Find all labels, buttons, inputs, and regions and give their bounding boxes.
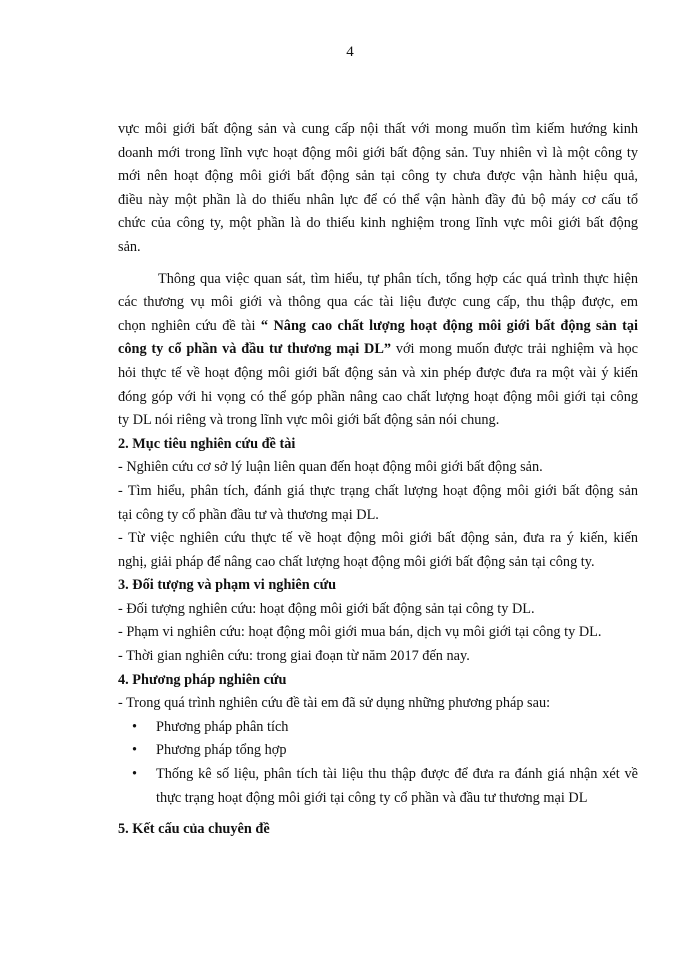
text-line: thực trạng hoạt động môi giới tại công ty cổ phần và đầu tư thương mại DL — [156, 789, 588, 806]
section-heading: 4. Phương pháp nghiên cứu — [118, 671, 287, 688]
text-line: - Phạm vi nghiên cứu: hoạt động môi giới mua bán, dịch vụ môi giới tại công ty DL. — [118, 624, 602, 641]
list-item-text: Phương pháp tổng hợp — [156, 742, 287, 759]
text-span: với mong muốn được trải nghiệm và học — [395, 341, 638, 358]
text-line: vực môi giới bất động sản và cung cấp nội thất với mong muốn tìm kiếm hướng kinh — [118, 121, 638, 137]
text-line — [118, 315, 638, 339]
text-line: - Thời gian nghiên cứu: trong giai đoạn từ năm 2017 đến nay. — [118, 648, 470, 665]
document-body — [118, 118, 638, 842]
section-heading: 5. Kết cấu của chuyên đề — [118, 821, 270, 838]
page-number: 4 — [346, 44, 354, 60]
text-line: - Trong quá trình nghiên cứu đề tài em đã sử dụng những phương pháp sau: — [118, 695, 551, 712]
text-line: ty DL nói riêng và trong lĩnh vực môi giới bất động sản nói chung. — [118, 412, 500, 429]
text-line: mới nên hoạt động môi giới bất động sản tại công ty chưa được vận hành hiệu quả, — [118, 168, 638, 185]
text-span: chọn nghiên cứu đề tài — [118, 317, 256, 334]
text-line: các thương vụ môi giới và thông qua các tài liệu được cung cấp, thu thập được, em — [118, 294, 638, 311]
list-item-text: Phương pháp phân tích — [156, 718, 289, 735]
text-line — [118, 338, 638, 362]
bullet-icon: • — [132, 718, 138, 735]
section-heading: 3. Đối tượng và phạm vi nghiên cứu — [118, 577, 337, 594]
text-line: nghị, giải pháp để nâng cao chất lượng hoạt động môi giới bất động sản tại công ty. — [118, 553, 595, 570]
text-line: sản. — [118, 238, 141, 255]
thesis-title-part-1: “ Nâng cao chất lượng hoạt động môi giới bất động sản tại — [260, 317, 639, 334]
text-line: - Từ việc nghiên cứu thực tế về hoạt động môi giới bất động sản, đưa ra ý kiến, kiến — [118, 530, 638, 547]
list-item — [118, 763, 638, 787]
text-line: doanh mới trong lĩnh vực hoạt động môi giới bất động sản. Tuy nhiên vì là một công ty — [118, 144, 638, 161]
list-item — [118, 739, 638, 763]
paragraph-2 — [118, 268, 638, 433]
thesis-title-part-2: công ty cổ phần và đầu tư thương mại DL” — [118, 341, 392, 358]
text-line: hỏi thực tế về hoạt động môi giới bất động sản và xin phép được đưa ra một vài ý kiến — [118, 364, 638, 381]
text-line: - Đối tượng nghiên cứu: hoạt động môi giới bất động sản tại công ty DL. — [118, 600, 535, 617]
text-line: điều này một phần là do thiếu nhân lực để có thể vận hành đầy đủ bộ máy cơ cấu tổ — [118, 191, 638, 208]
bullet-icon: • — [132, 742, 138, 759]
section-4 — [118, 669, 638, 811]
paragraph-1 — [118, 118, 638, 260]
text-line: chức của công ty, một phần là do thiếu kinh nghiệm trong lĩnh vực môi giới bất động — [118, 215, 638, 232]
text-line: tại công ty cổ phần đầu tư và thương mại DL. — [118, 506, 379, 523]
text-line: - Nghiên cứu cơ sở lý luận liên quan đến hoạt động môi giới bất động sản. — [118, 459, 543, 476]
section-2 — [118, 433, 638, 575]
section-5 — [118, 818, 638, 842]
text-line: Thông qua việc quan sát, tìm hiểu, tự phân tích, tổng hợp các quá trình thực hiện — [158, 270, 638, 287]
section-heading: 2. Mục tiêu nghiên cứu đề tài — [118, 435, 296, 452]
list-item-text: Thống kê số liệu, phân tích tài liệu thu thập được để đưa ra đánh giá nhận xét về — [156, 766, 638, 783]
list-item — [118, 716, 638, 740]
text-line: đóng góp với hi vọng có thể góp phần nâng cao chất lượng hoạt động môi giới tại công — [118, 388, 638, 405]
bullet-icon: • — [132, 766, 138, 783]
section-3 — [118, 574, 638, 668]
text-line: - Tìm hiểu, phân tích, đánh giá thực trạng chất lượng hoạt động môi giới bất động sản — [118, 482, 638, 499]
